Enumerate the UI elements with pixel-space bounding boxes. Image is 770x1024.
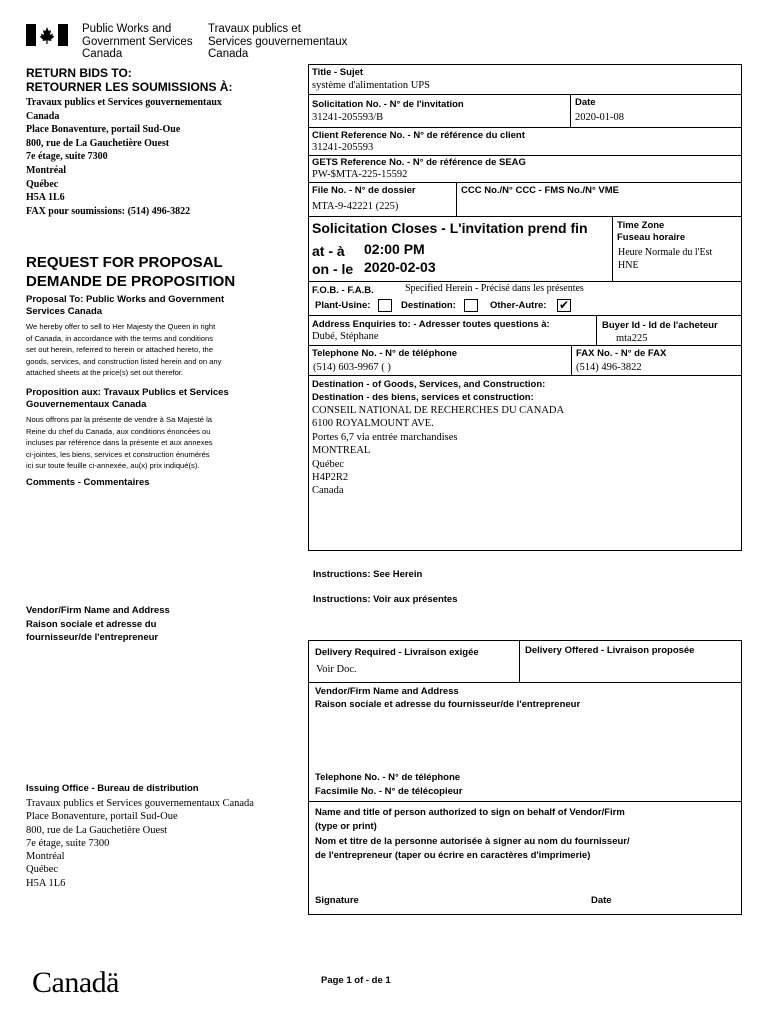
authorized-line: (type or print)	[315, 821, 377, 833]
closes-title: Solicitation Closes - L'invitation prend fin	[312, 220, 588, 236]
address-line: Canada	[312, 485, 344, 497]
destination-label: Destination:	[401, 300, 456, 311]
department-name-en	[82, 23, 193, 61]
on-label: on - le	[312, 261, 354, 277]
address-line: Québec	[26, 178, 59, 190]
proposition-line: Gouvernementaux Canada	[26, 398, 147, 410]
address-line: 6100 ROYALMOUNT AVE.	[312, 418, 434, 430]
address-line: Québec	[312, 458, 345, 470]
file-no-label: File No. - N° de dossier	[312, 185, 416, 196]
dept-fr-line: Canada	[208, 48, 249, 60]
vendor-facsimile-label: Facsimile No. - N° de télécopieur	[315, 786, 463, 797]
address-enquiries-label: Address Enquiries to: - Adresser toutes questions à:	[312, 319, 550, 330]
authorized-line: Name and title of person authorized to sign on behalf of Vendor/Firm	[315, 807, 625, 818]
tz-value-line: Heure Normale du l'Est	[618, 247, 713, 258]
address-enquiries-value: Dubé, Stéphane	[312, 331, 379, 342]
canada-wordmark: Canadä	[32, 966, 119, 999]
fob-value: Specified Herein - Précisé dans les présentes	[405, 283, 584, 294]
delivery-required-label: Delivery Required - Livraison exigée	[315, 647, 479, 658]
authorized-signer-label	[315, 806, 630, 863]
telephone-value: (514) 603-9967 ( )	[313, 362, 391, 373]
fob-label: F.O.B. - F.A.B.	[312, 285, 374, 296]
destination-checkbox[interactable]	[464, 299, 478, 312]
address-line: MONTREAL	[312, 445, 371, 457]
page-number: Page 1 of - de 1	[321, 975, 391, 986]
vendor-name-label	[315, 686, 580, 711]
return-bids-address	[26, 96, 222, 218]
address-line: Travaux publics et Services gouvernementaux	[26, 97, 222, 108]
time-zone-label	[617, 220, 685, 244]
fax-label: FAX No. - N° de FAX	[576, 348, 667, 359]
address-line: H4P2R2	[312, 472, 349, 484]
proposal-to-label	[26, 294, 224, 317]
buyer-id-value: mta225	[616, 333, 648, 344]
vendor-label-line: Vendor/Firm Name and Address	[26, 605, 170, 616]
tz-value-line: HNE	[618, 260, 639, 271]
client-ref-value: 31241-205593	[312, 142, 374, 153]
address-line: 7e étage, suite 7300	[26, 151, 108, 163]
address-line: 7e étage, suite 7300	[26, 837, 110, 849]
destination-address	[312, 404, 564, 498]
offer-line: set out herein, referred to herein or attached hereto, the	[26, 345, 214, 354]
offer-line: Nous offrons par la présente de vendre à Sa Majesté la	[26, 415, 213, 424]
tz-label-line: Fuseau horaire	[617, 232, 686, 243]
proposal-to-line: Proposal To: Public Works and Government	[26, 294, 225, 305]
other-label: Other-Autre:	[490, 300, 547, 311]
time-zone-value	[618, 246, 712, 272]
address-line: 800, rue de La Gauchetière Ouest	[26, 137, 170, 149]
other-checkbox[interactable]	[557, 299, 571, 312]
address-line: Montréal	[26, 851, 65, 863]
destination-label-line: Destination - of Goods, Services, and Construction:	[312, 379, 546, 390]
authorized-line: de l'entrepreneur (taper ou écrire en caractères d'imprimerie)	[315, 849, 591, 861]
left-vendor-label	[26, 604, 170, 645]
address-line: Place Bonaventure, portail Sud-Oue	[26, 811, 178, 823]
delivery-offered-label: Delivery Offered - Livraison proposée	[525, 645, 695, 656]
offer-line: goods, services, and construction listed herein and on any	[26, 356, 222, 366]
title-label: Title - Sujet	[312, 67, 364, 78]
tz-label-line: Time Zone	[617, 220, 665, 231]
title-value: système d'alimentation UPS	[312, 80, 430, 91]
destination-goods-label	[312, 379, 545, 404]
rfp-title	[26, 253, 235, 291]
authorized-line: Nom et titre de la personne autorisée à signer au nom du fournisseur/	[315, 835, 630, 847]
issuing-office-address	[26, 797, 254, 890]
issuing-office-label: Issuing Office - Bureau de distribution	[26, 783, 199, 794]
instructions-fr: Instructions: Voir aux présentes	[313, 594, 458, 605]
offer-text-fr	[26, 414, 213, 472]
at-label: at - à	[312, 243, 345, 259]
proposal-to-line: Services Canada	[26, 305, 103, 317]
return-bids-title-en: RETURN BIDS TO:	[26, 66, 132, 80]
address-line: H5A 1L6	[26, 192, 65, 204]
address-line: Travaux publics et Services gouvernementaux Canada	[26, 798, 254, 809]
solicitation-no-value: 31241-205593/B	[312, 112, 384, 123]
return-bids-title	[26, 66, 232, 94]
vendor-label-line: Raison sociale et adresse du	[26, 618, 157, 630]
address-line: H5A 1L6	[26, 877, 66, 889]
department-name-fr	[208, 23, 347, 61]
gets-ref-label: GETS Reference No. - N° de référence de SEAG	[312, 157, 526, 168]
comments-label: Comments - Commentaires	[26, 477, 150, 488]
signature-label: Signature	[315, 895, 359, 906]
closing-time-value: 02:00 PM	[364, 241, 425, 257]
fax-value: (514) 496-3822	[576, 362, 642, 373]
instructions-en: Instructions: See Herein	[313, 569, 423, 580]
delivery-required-value: Voir Doc.	[316, 664, 357, 675]
file-no-value: MTA-9-42221 (225)	[312, 201, 399, 212]
solicitation-no-label: Solicitation No. - N° de l'invitation	[312, 99, 464, 110]
date-label: Date	[575, 97, 596, 108]
closing-date-value: 2020-02-03	[364, 259, 436, 275]
signature-date-label: Date	[591, 895, 612, 906]
dept-fr-line: Services gouvernementaux	[208, 35, 348, 48]
rfp-title-en: REQUEST FOR PROPOSAL	[26, 254, 223, 271]
address-line: Québec	[26, 864, 59, 876]
vendor-label-line: Vendor/Firm Name and Address	[315, 686, 459, 697]
vendor-label-line: fournisseur/de l'entrepreneur	[26, 632, 159, 643]
proposition-label	[26, 387, 229, 410]
address-line: Canada	[26, 110, 60, 122]
dept-fr-line: Travaux publics et	[208, 23, 301, 35]
return-bids-title-fr: RETOURNER LES SOUMISSIONS À:	[26, 80, 233, 94]
offer-line: attached sheets at the price(s) set out therefor.	[26, 368, 184, 377]
plant-checkbox[interactable]	[378, 299, 392, 312]
bid-fax-line: FAX pour soumissions: (514) 496-3822	[26, 205, 191, 217]
address-line: Place Bonaventure, portail Sud-Oue	[26, 124, 181, 136]
buyer-id-label: Buyer Id - Id de l'acheteur	[602, 320, 718, 331]
rfp-title-fr: DEMANDE DE PROPOSITION	[26, 273, 236, 290]
offer-line: of Canada, in accordance with the terms and conditions	[26, 333, 213, 343]
proposition-line: Proposition aux: Travaux Publics et Services	[26, 387, 229, 398]
client-ref-label: Client Reference No. - N° de référence du client	[312, 130, 525, 141]
dept-en-line: Government Services	[82, 35, 193, 48]
canada-flag-icon	[26, 24, 68, 46]
gets-ref-value: PW-$MTA-225-15592	[312, 169, 408, 180]
dept-en-line: Canada	[82, 48, 123, 60]
offer-line: Reine du chef du Canada, aux conditions énoncées ou	[26, 426, 211, 436]
offer-line: ici sur toute feuille ci-annexée, au(x) prix indiqué(s).	[26, 461, 200, 470]
address-line: CONSEIL NATIONAL DE RECHERCHES DU CANADA	[312, 405, 565, 416]
offer-line: ci-jointes, les biens, services et construction énumérés	[26, 449, 210, 459]
dept-en-line: Public Works and	[82, 23, 172, 35]
offer-text-en	[26, 321, 221, 379]
date-value: 2020-01-08	[575, 112, 624, 123]
offer-line: incluses par référence dans la présente et aux annexes	[26, 438, 213, 447]
plant-label: Plant-Usine:	[315, 300, 371, 311]
telephone-label: Telephone No. - N° de téléphone	[312, 348, 458, 359]
address-line: Portes 6,7 via entrée marchandises	[312, 431, 458, 443]
destination-label-line: Destination - des biens, services et construction:	[312, 391, 534, 403]
check-mark-icon: ✔	[559, 298, 570, 312]
address-line: Montréal	[26, 164, 66, 176]
offer-line: We hereby offer to sell to Her Majesty the Queen in right	[26, 322, 216, 331]
vendor-label-line: Raison sociale et adresse du fournisseur/de l'entrepreneur	[315, 698, 581, 710]
ccc-label: CCC No./N° CCC - FMS No./N° VME	[461, 185, 620, 196]
address-line: 800, rue de La Gauchetière Ouest	[26, 824, 168, 836]
vendor-phone-label: Telephone No. - N° de téléphone	[315, 772, 461, 783]
